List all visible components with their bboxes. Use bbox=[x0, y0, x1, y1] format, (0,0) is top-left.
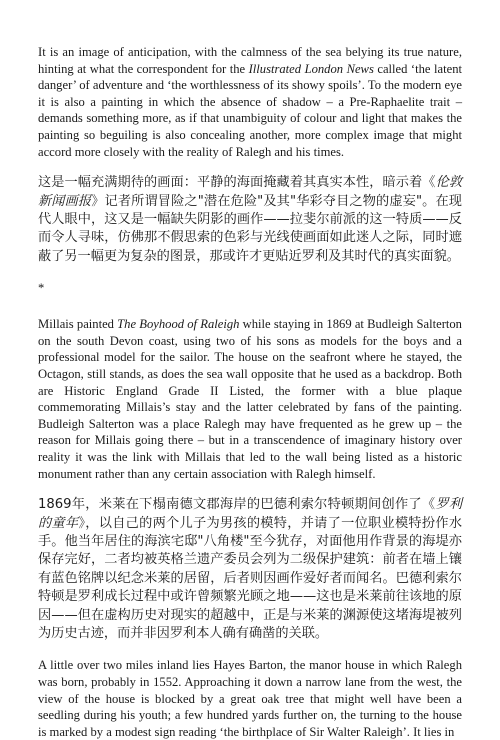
english-paragraph-2 bbox=[38, 316, 462, 482]
text-run: 这是一幅充满期待的画面：平静的海面掩藏着其真实本性，暗示着《 bbox=[38, 175, 436, 191]
text-run: It is an image of anticipation, with the calmness of the sea belying its true nature, hinting at what the correspondent for the bbox=[38, 45, 462, 76]
text-run: 》，以自己的两个儿子为男孩的模特，并请了一位职业模特扮作水手。他当年居住的海滨宅邸"八角楼"至今犹存，对面他用作背景的海堤亦保存完好，二者均被英格兰遗产委员会列为二级保护建筑：前者在墙上镶有蓝色铭牌以纪念米莱的居留，后者则因画作爱好者而闻名。巴德利索尔特顿是罗利成长过程中或许曾频繁光顾之地——这也是米莱前往该地的原因——但在虚构历史对现实的超越中，正是与米莱的渊源使这堵海堤被列为历史古迹，而并非因罗利本人确有确凿的关联。 bbox=[38, 515, 463, 641]
section-separator: * bbox=[38, 281, 45, 296]
text-run: while staying in 1869 at Budleigh Salterton on the south Devon coast, using two of his sons as models for the boys and a professional model for the sailor. The house on the seafront where he stayed, the Octagon, still stands, as does the sea wall opposite that he used as a backdrop. Both are Historic England Grade II Listed, the former with a blue plaque commemorating Millais’s stay and the latter celebrated by fans of the painting. Budleigh Salterton was a place Ralegh may have frequented as he grew up – the reason for Millais going there – but in a transcendence of imaginary history over reality it was the link with Millais that led to the wall being listed as a historic monument rather than any certain association with Ralegh himself. bbox=[38, 317, 462, 481]
english-paragraph-1 bbox=[38, 44, 462, 160]
text-run: called ‘the latent danger’ of adventure and ‘the worthlessness of its showy spoils’. To the modern eye it is also a painting in which the absence of shadow – a Pre-Raphaelite trait – demands something more, as if that unambiguity of colour and light that makes the painting so beguiling is also concealing another, more complex image that might accord more closely with the reality of Ralegh and his times. bbox=[38, 61, 462, 159]
painting-title-zh: 罗利的童年 bbox=[38, 497, 463, 531]
english-paragraph-3 bbox=[38, 657, 462, 740]
chinese-paragraph-1 bbox=[38, 174, 462, 266]
painting-title: The Boyhood of Raleigh bbox=[117, 317, 240, 332]
text-run: 1869年，米莱在下榻南德文郡海岸的巴德利索尔特顿期间创作了《 bbox=[38, 497, 436, 513]
text-run: Millais painted bbox=[38, 317, 118, 332]
text-run: 》记者所谓冒险之"潜在危险"及其"华彩夺目之物的虚妄"。在现代人眼中，这又是一幅缺失阴影的画作——拉斐尔前派的这一特质——反而令人寻味，仿佛那不假思索的色彩与光线使画面如此迷人之际，同时遮蔽了另一幅更为复杂的图景，那或许才更贴近罗利及其时代的真实面貌。 bbox=[38, 193, 462, 264]
text-run: A little over two miles inland lies Hayes Barton, the manor house in which Ralegh was born, probably in 1552. Approaching it down a narrow lane from the west, the view of the house is blocked by a great oak tree that might well have been a seedling during his youth; a few hundred yards further on, the turning to the house is marked by a modest sign reading ‘the birthplace of Sir Walter Raleigh’. It lies in bbox=[38, 658, 462, 739]
publication-title: Illustrated London News bbox=[248, 61, 374, 76]
publication-title-zh: 伦敦新闻画报 bbox=[38, 175, 463, 209]
chinese-paragraph-2 bbox=[38, 496, 462, 643]
